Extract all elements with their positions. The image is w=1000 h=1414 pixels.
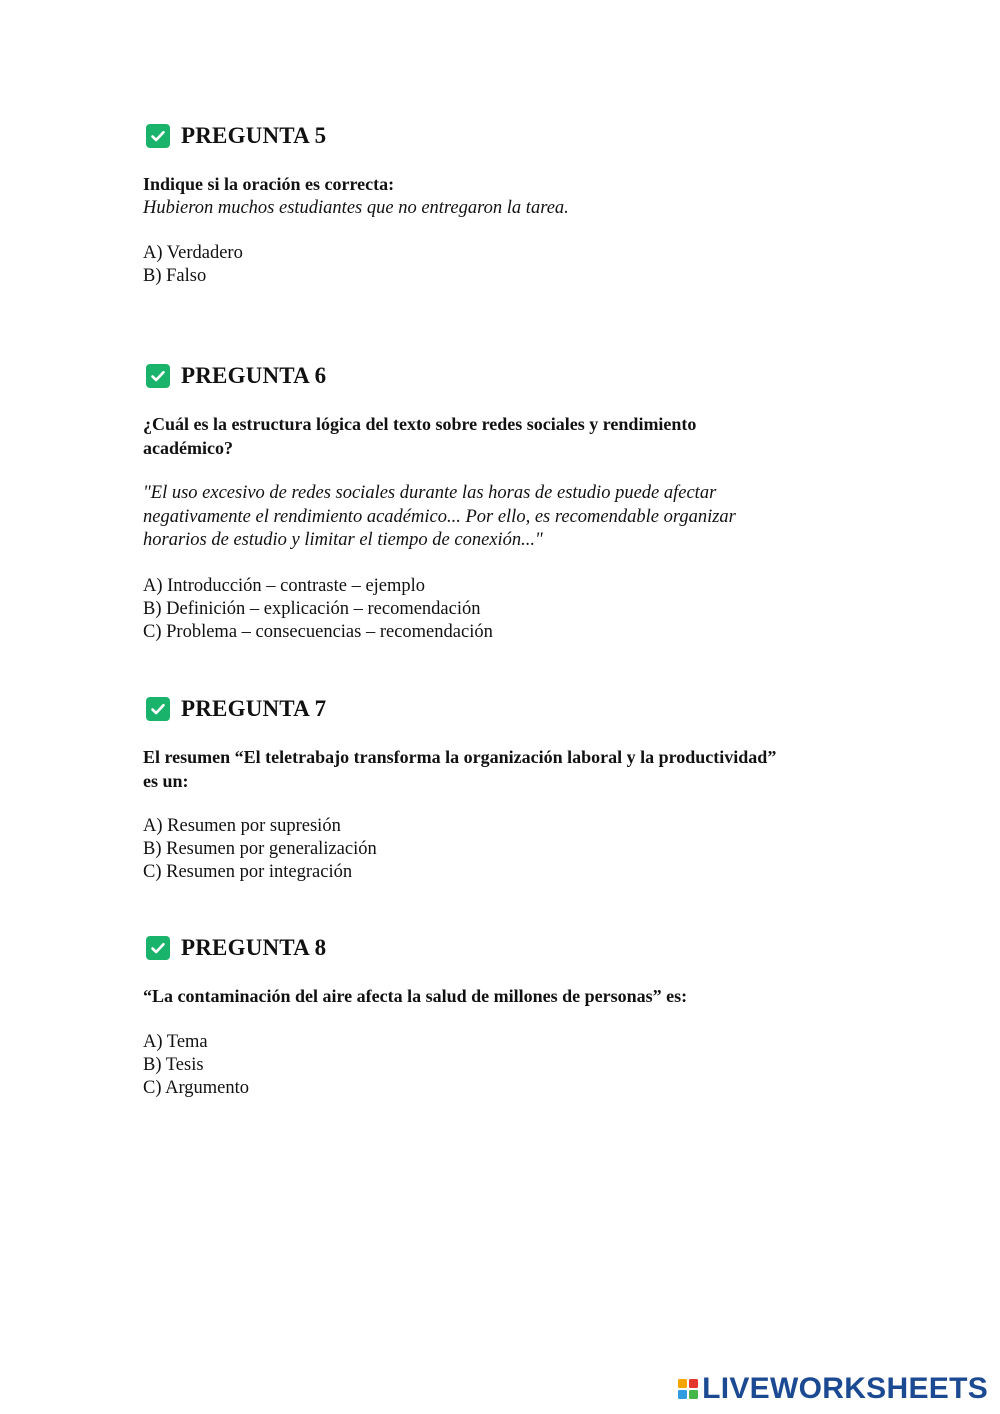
question-title: PREGUNTA 8 (181, 935, 327, 960)
option-a[interactable]: A) Verdadero (143, 243, 243, 263)
question-quote (143, 482, 883, 553)
options-list (143, 815, 883, 885)
options-list (143, 575, 883, 645)
question-6-header (143, 361, 883, 391)
question-prompt (143, 413, 883, 460)
question-title: PREGUNTA 5 (181, 123, 327, 148)
option-b[interactable]: B) Tesis (143, 1054, 204, 1075)
option-a[interactable]: A) Resumen por supresión (143, 816, 341, 836)
question-title: PREGUNTA 6 (181, 363, 327, 388)
question-prompt-line: es un: (143, 770, 189, 791)
question-prompt-line: ¿Cuál es la estructura lógica del texto sobre redes sociales y rendimiento (143, 414, 697, 434)
question-prompt: “La contaminación del aire afecta la salud de millones de personas” es: (143, 986, 688, 1006)
liveworksheets-logo (678, 1372, 988, 1406)
question-quote: Hubieron muchos estudiantes que no entregaron la tarea. (143, 197, 569, 218)
liveworksheets-logo-icon (678, 1379, 698, 1399)
option-b[interactable]: B) Resumen por generalización (143, 839, 377, 860)
option-b[interactable]: B) Definición – explicación – recomendación (143, 598, 481, 619)
option-a[interactable]: A) Tema (143, 1031, 208, 1052)
check-square-icon (146, 124, 170, 148)
option-c[interactable]: C) Resumen por integración (143, 862, 353, 883)
option-a[interactable]: A) Introducción – contraste – ejemplo (143, 575, 426, 596)
question-7 (143, 694, 883, 885)
question-5 (143, 121, 883, 288)
liveworksheets-logo-text: LIVEWORKSHEETS (702, 1372, 988, 1405)
question-prompt-line: académico? (143, 437, 233, 458)
question-8-header (143, 933, 883, 963)
question-title: PREGUNTA 7 (181, 696, 327, 721)
options-list (143, 1031, 883, 1101)
question-quote-line: negativamente el rendimiento académico... Por ello, es recomendable organizar (143, 506, 736, 527)
question-5-header (143, 121, 883, 151)
option-c[interactable]: C) Problema – consecuencias – recomendación (143, 621, 493, 642)
option-b[interactable]: B) Falso (143, 266, 207, 287)
check-square-icon (146, 936, 170, 960)
option-c[interactable]: C) Argumento (143, 1077, 250, 1098)
question-7-header (143, 694, 883, 724)
question-prompt-line: El resumen “El teletrabajo transforma la organización laboral y la productividad” (143, 747, 777, 767)
question-prompt: Indique si la oración es correcta: (143, 174, 395, 194)
question-prompt (143, 746, 883, 793)
question-quote-line: "El uso excesivo de redes sociales durante las horas de estudio puede afectar (143, 483, 717, 503)
question-6 (143, 361, 883, 644)
options-list (143, 242, 883, 288)
question-quote-line: horarios de estudio y limitar el tiempo de conexión..." (143, 530, 543, 550)
check-square-icon (146, 697, 170, 721)
question-8 (143, 933, 883, 1100)
check-square-icon (146, 364, 170, 388)
